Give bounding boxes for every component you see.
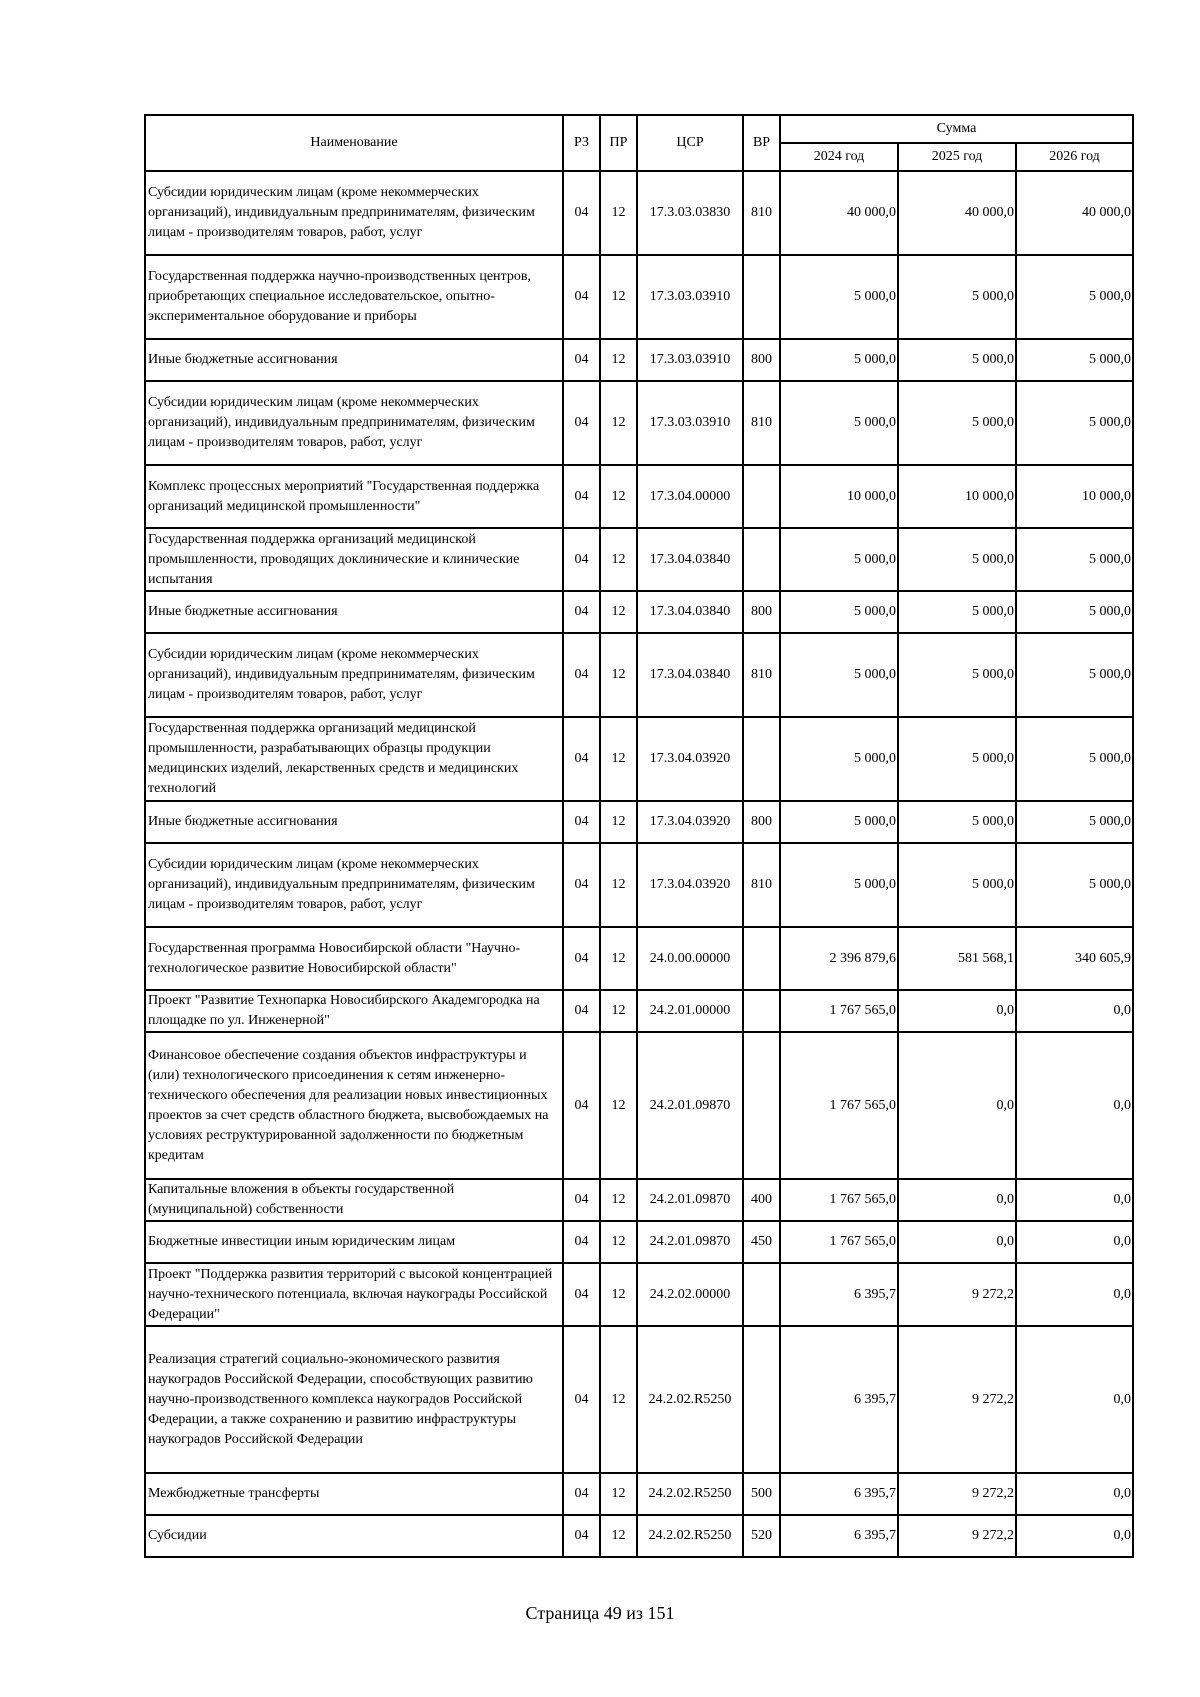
row-rz: 04 bbox=[563, 633, 600, 717]
row-pr: 12 bbox=[600, 843, 637, 927]
header-pr: ПР bbox=[600, 115, 637, 171]
row-vr bbox=[743, 1263, 780, 1326]
row-amount-2026: 5 000,0 bbox=[1016, 633, 1133, 717]
row-amount-2025: 5 000,0 bbox=[898, 843, 1016, 927]
row-vr bbox=[743, 465, 780, 528]
row-amount-2024: 6 395,7 bbox=[780, 1515, 898, 1557]
table-row bbox=[145, 843, 1133, 927]
row-amount-2025: 9 272,2 bbox=[898, 1515, 1016, 1557]
row-rz: 04 bbox=[563, 1221, 600, 1263]
row-csr: 17.3.04.03840 bbox=[637, 528, 743, 591]
row-amount-2026: 5 000,0 bbox=[1016, 528, 1133, 591]
row-name: Субсидии юридическим лицам (кроме некоммерческих организаций), индивидуальным предпринимателям, физическим лицам - производителям товаров, работ, услуг bbox=[145, 633, 563, 717]
row-amount-2025: 5 000,0 bbox=[898, 255, 1016, 339]
row-csr: 17.3.03.03910 bbox=[637, 339, 743, 381]
table-row bbox=[145, 1263, 1133, 1326]
row-pr: 12 bbox=[600, 1221, 637, 1263]
table-row bbox=[145, 339, 1133, 381]
row-amount-2024: 5 000,0 bbox=[780, 381, 898, 465]
row-amount-2026: 5 000,0 bbox=[1016, 591, 1133, 633]
table-row bbox=[145, 717, 1133, 801]
row-csr: 24.2.01.09870 bbox=[637, 1179, 743, 1221]
row-amount-2024: 2 396 879,6 bbox=[780, 927, 898, 990]
row-csr: 17.3.04.03920 bbox=[637, 843, 743, 927]
row-pr: 12 bbox=[600, 591, 637, 633]
row-amount-2024: 1 767 565,0 bbox=[780, 1179, 898, 1221]
row-amount-2025: 0,0 bbox=[898, 1032, 1016, 1179]
row-rz: 04 bbox=[563, 255, 600, 339]
row-csr: 24.2.02.00000 bbox=[637, 1263, 743, 1326]
row-name: Капитальные вложения в объекты государственной (муниципальной) собственности bbox=[145, 1179, 563, 1221]
row-name: Реализация стратегий социально-экономического развития наукоградов Российской Федерации, способствующих развитию научно-производственного комплекса наукоградов Российской Федерации, а также сохранению и развитию инфраструктуры наукоградов Российской Федерации bbox=[145, 1326, 563, 1473]
table-row bbox=[145, 528, 1133, 591]
header-sum: Сумма bbox=[780, 115, 1133, 143]
row-pr: 12 bbox=[600, 1515, 637, 1557]
row-rz: 04 bbox=[563, 801, 600, 843]
row-vr: 450 bbox=[743, 1221, 780, 1263]
row-vr bbox=[743, 717, 780, 801]
row-vr: 810 bbox=[743, 381, 780, 465]
row-name: Субсидии юридическим лицам (кроме некоммерческих организаций), индивидуальным предпринимателям, физическим лицам - производителям товаров, работ, услуг bbox=[145, 381, 563, 465]
row-rz: 04 bbox=[563, 381, 600, 465]
row-csr: 17.3.04.03840 bbox=[637, 591, 743, 633]
header-year-2025: 2025 год bbox=[898, 143, 1016, 171]
row-pr: 12 bbox=[600, 1032, 637, 1179]
row-amount-2025: 5 000,0 bbox=[898, 717, 1016, 801]
row-amount-2025: 10 000,0 bbox=[898, 465, 1016, 528]
row-amount-2026: 0,0 bbox=[1016, 1032, 1133, 1179]
row-csr: 24.2.02.R5250 bbox=[637, 1326, 743, 1473]
row-rz: 04 bbox=[563, 717, 600, 801]
header-name: Наименование bbox=[145, 115, 563, 171]
table-row bbox=[145, 1032, 1133, 1179]
row-name: Иные бюджетные ассигнования bbox=[145, 801, 563, 843]
row-amount-2024: 1 767 565,0 bbox=[780, 1032, 898, 1179]
table-row bbox=[145, 1326, 1133, 1473]
row-rz: 04 bbox=[563, 591, 600, 633]
row-pr: 12 bbox=[600, 339, 637, 381]
row-amount-2024: 40 000,0 bbox=[780, 171, 898, 255]
row-amount-2026: 0,0 bbox=[1016, 1179, 1133, 1221]
row-rz: 04 bbox=[563, 1179, 600, 1221]
row-rz: 04 bbox=[563, 1032, 600, 1179]
row-pr: 12 bbox=[600, 801, 637, 843]
row-vr bbox=[743, 927, 780, 990]
table-row bbox=[145, 1179, 1133, 1221]
row-rz: 04 bbox=[563, 465, 600, 528]
row-csr: 24.2.02.R5250 bbox=[637, 1515, 743, 1557]
row-amount-2024: 5 000,0 bbox=[780, 843, 898, 927]
row-pr: 12 bbox=[600, 927, 637, 990]
row-csr: 17.3.04.03920 bbox=[637, 717, 743, 801]
page-number: Страница 49 из 151 bbox=[525, 1603, 675, 1623]
row-csr: 24.0.00.00000 bbox=[637, 927, 743, 990]
row-name: Финансовое обеспечение создания объектов инфраструктуры и (или) технологического присоединения к сетям инженерно-технического обеспечения для реализации новых инвестиционных проектов за счет средств областного бюджета, высвобождаемых на условиях реструктурированной задолженности по бюджетным кредитам bbox=[145, 1032, 563, 1179]
row-amount-2025: 0,0 bbox=[898, 1221, 1016, 1263]
row-vr: 810 bbox=[743, 171, 780, 255]
table-row bbox=[145, 1473, 1133, 1515]
row-amount-2025: 9 272,2 bbox=[898, 1263, 1016, 1326]
row-amount-2024: 6 395,7 bbox=[780, 1473, 898, 1515]
table-row bbox=[145, 990, 1133, 1032]
row-amount-2025: 0,0 bbox=[898, 1179, 1016, 1221]
row-name: Субсидии юридическим лицам (кроме некоммерческих организаций), индивидуальным предпринимателям, физическим лицам - производителям товаров, работ, услуг bbox=[145, 843, 563, 927]
header-year-2024: 2024 год bbox=[780, 143, 898, 171]
row-vr: 400 bbox=[743, 1179, 780, 1221]
row-vr: 500 bbox=[743, 1473, 780, 1515]
row-csr: 17.3.03.03830 bbox=[637, 171, 743, 255]
row-amount-2024: 1 767 565,0 bbox=[780, 990, 898, 1032]
row-amount-2025: 0,0 bbox=[898, 990, 1016, 1032]
row-amount-2026: 5 000,0 bbox=[1016, 843, 1133, 927]
row-csr: 24.2.01.09870 bbox=[637, 1032, 743, 1179]
row-pr: 12 bbox=[600, 255, 637, 339]
row-amount-2025: 5 000,0 bbox=[898, 591, 1016, 633]
row-vr: 520 bbox=[743, 1515, 780, 1557]
row-pr: 12 bbox=[600, 1263, 637, 1326]
row-vr: 800 bbox=[743, 339, 780, 381]
row-name: Государственная программа Новосибирской области "Научно-технологическое развитие Новосибирской области" bbox=[145, 927, 563, 990]
table-row bbox=[145, 633, 1133, 717]
row-vr bbox=[743, 1326, 780, 1473]
row-rz: 04 bbox=[563, 843, 600, 927]
row-pr: 12 bbox=[600, 1473, 637, 1515]
header-rz: РЗ bbox=[563, 115, 600, 171]
row-amount-2025: 5 000,0 bbox=[898, 339, 1016, 381]
row-vr: 800 bbox=[743, 591, 780, 633]
row-amount-2026: 5 000,0 bbox=[1016, 339, 1133, 381]
row-name: Субсидии bbox=[145, 1515, 563, 1557]
row-amount-2026: 5 000,0 bbox=[1016, 381, 1133, 465]
row-amount-2026: 0,0 bbox=[1016, 990, 1133, 1032]
row-amount-2025: 5 000,0 bbox=[898, 381, 1016, 465]
row-rz: 04 bbox=[563, 1515, 600, 1557]
row-rz: 04 bbox=[563, 171, 600, 255]
row-amount-2026: 0,0 bbox=[1016, 1326, 1133, 1473]
row-csr: 24.2.01.09870 bbox=[637, 1221, 743, 1263]
row-amount-2024: 5 000,0 bbox=[780, 717, 898, 801]
row-rz: 04 bbox=[563, 1473, 600, 1515]
row-csr: 17.3.03.03910 bbox=[637, 381, 743, 465]
row-amount-2026: 5 000,0 bbox=[1016, 255, 1133, 339]
row-amount-2025: 9 272,2 bbox=[898, 1326, 1016, 1473]
row-name: Государственная поддержка организаций медицинской промышленности, проводящих доклинические и клинические испытания bbox=[145, 528, 563, 591]
row-amount-2026: 0,0 bbox=[1016, 1263, 1133, 1326]
budget-table bbox=[144, 114, 1134, 1558]
row-amount-2024: 5 000,0 bbox=[780, 339, 898, 381]
row-name: Государственная поддержка организаций медицинской промышленности, разрабатывающих образцы продукции медицинских изделий, лекарственных средств и медицинских технологий bbox=[145, 717, 563, 801]
table-row bbox=[145, 171, 1133, 255]
row-amount-2026: 5 000,0 bbox=[1016, 801, 1133, 843]
row-pr: 12 bbox=[600, 990, 637, 1032]
table-row bbox=[145, 465, 1133, 528]
table-row bbox=[145, 591, 1133, 633]
row-amount-2026: 340 605,9 bbox=[1016, 927, 1133, 990]
row-csr: 24.2.01.00000 bbox=[637, 990, 743, 1032]
row-name: Иные бюджетные ассигнования bbox=[145, 591, 563, 633]
header-csr: ЦСР bbox=[637, 115, 743, 171]
row-pr: 12 bbox=[600, 171, 637, 255]
header-year-2026: 2026 год bbox=[1016, 143, 1133, 171]
row-name: Межбюджетные трансферты bbox=[145, 1473, 563, 1515]
header-vr: ВР bbox=[743, 115, 780, 171]
row-pr: 12 bbox=[600, 1326, 637, 1473]
row-vr bbox=[743, 255, 780, 339]
row-name: Бюджетные инвестиции иным юридическим лицам bbox=[145, 1221, 563, 1263]
row-vr bbox=[743, 990, 780, 1032]
row-amount-2026: 0,0 bbox=[1016, 1221, 1133, 1263]
row-amount-2024: 5 000,0 bbox=[780, 801, 898, 843]
row-csr: 17.3.04.03920 bbox=[637, 801, 743, 843]
row-amount-2024: 6 395,7 bbox=[780, 1326, 898, 1473]
table-row bbox=[145, 381, 1133, 465]
row-amount-2026: 5 000,0 bbox=[1016, 717, 1133, 801]
row-vr: 800 bbox=[743, 801, 780, 843]
row-vr bbox=[743, 528, 780, 591]
row-pr: 12 bbox=[600, 717, 637, 801]
row-amount-2024: 6 395,7 bbox=[780, 1263, 898, 1326]
row-rz: 04 bbox=[563, 339, 600, 381]
row-rz: 04 bbox=[563, 990, 600, 1032]
row-pr: 12 bbox=[600, 381, 637, 465]
row-csr: 24.2.02.R5250 bbox=[637, 1473, 743, 1515]
row-amount-2025: 40 000,0 bbox=[898, 171, 1016, 255]
row-amount-2025: 581 568,1 bbox=[898, 927, 1016, 990]
row-vr: 810 bbox=[743, 843, 780, 927]
table-row bbox=[145, 1221, 1133, 1263]
row-name: Государственная поддержка научно-производственных центров, приобретающих специальное исследовательское, опытно-экспериментальное оборудование и приборы bbox=[145, 255, 563, 339]
row-amount-2025: 5 000,0 bbox=[898, 528, 1016, 591]
row-vr: 810 bbox=[743, 633, 780, 717]
row-name: Иные бюджетные ассигнования bbox=[145, 339, 563, 381]
row-pr: 12 bbox=[600, 1179, 637, 1221]
row-name: Проект "Поддержка развития территорий с высокой концентрацией научно-технического потенциала, включая наукограды Российской Федерации" bbox=[145, 1263, 563, 1326]
row-vr bbox=[743, 1032, 780, 1179]
row-amount-2026: 10 000,0 bbox=[1016, 465, 1133, 528]
table-row bbox=[145, 1515, 1133, 1557]
row-name: Комплекс процессных мероприятий "Государственная поддержка организаций медицинской промышленности" bbox=[145, 465, 563, 528]
row-amount-2024: 5 000,0 bbox=[780, 255, 898, 339]
row-rz: 04 bbox=[563, 927, 600, 990]
row-rz: 04 bbox=[563, 1263, 600, 1326]
row-amount-2026: 40 000,0 bbox=[1016, 171, 1133, 255]
row-amount-2024: 10 000,0 bbox=[780, 465, 898, 528]
table-body bbox=[145, 171, 1133, 1557]
row-amount-2025: 9 272,2 bbox=[898, 1473, 1016, 1515]
row-rz: 04 bbox=[563, 1326, 600, 1473]
row-name: Субсидии юридическим лицам (кроме некоммерческих организаций), индивидуальным предпринимателям, физическим лицам - производителям товаров, работ, услуг bbox=[145, 171, 563, 255]
row-pr: 12 bbox=[600, 528, 637, 591]
row-csr: 17.3.04.00000 bbox=[637, 465, 743, 528]
row-rz: 04 bbox=[563, 528, 600, 591]
row-amount-2026: 0,0 bbox=[1016, 1515, 1133, 1557]
row-amount-2025: 5 000,0 bbox=[898, 801, 1016, 843]
row-amount-2026: 0,0 bbox=[1016, 1473, 1133, 1515]
row-amount-2024: 5 000,0 bbox=[780, 528, 898, 591]
row-pr: 12 bbox=[600, 465, 637, 528]
row-csr: 17.3.03.03910 bbox=[637, 255, 743, 339]
row-amount-2024: 1 767 565,0 bbox=[780, 1221, 898, 1263]
row-amount-2024: 5 000,0 bbox=[780, 633, 898, 717]
row-amount-2024: 5 000,0 bbox=[780, 591, 898, 633]
row-csr: 17.3.04.03840 bbox=[637, 633, 743, 717]
table-row bbox=[145, 801, 1133, 843]
table-row bbox=[145, 255, 1133, 339]
row-pr: 12 bbox=[600, 633, 637, 717]
row-amount-2025: 5 000,0 bbox=[898, 633, 1016, 717]
table-row bbox=[145, 927, 1133, 990]
row-name: Проект "Развитие Технопарка Новосибирского Академгородка на площадке по ул. Инженерной" bbox=[145, 990, 563, 1032]
